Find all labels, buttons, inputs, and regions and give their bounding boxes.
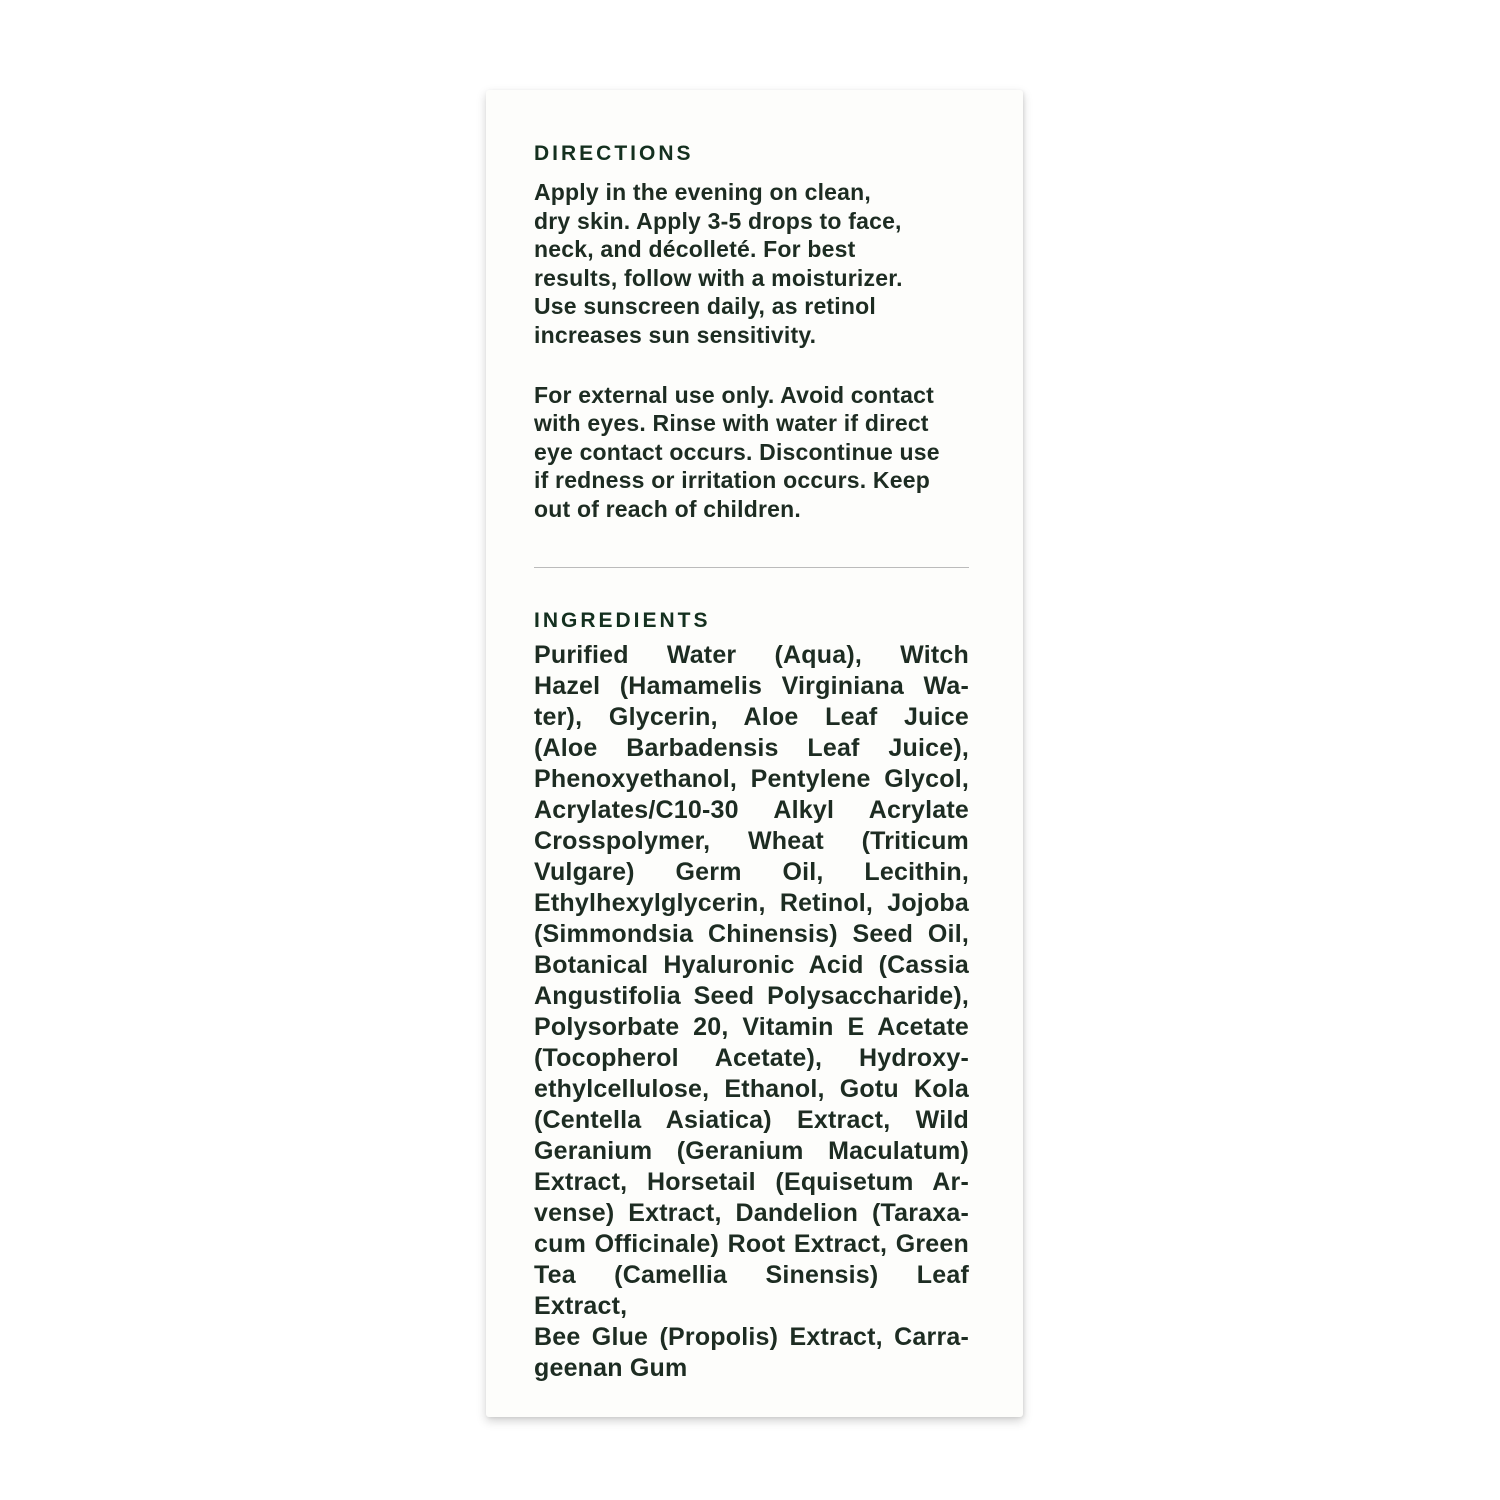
ingredients-heading: INGREDIENTS [534, 608, 711, 632]
section-divider [534, 567, 969, 568]
directions-warning-line: out of reach of children. [534, 495, 801, 522]
ingredients-line: Polysorbate 20, Vitamin E Acetate [534, 1012, 969, 1041]
ingredients-line: Bee Glue (Propolis) Extract, Carra- [534, 1322, 969, 1351]
directions-usage-line: results, follow with a moisturizer. [534, 264, 903, 291]
ingredients-line: Phenoxyethanol, Pentylene Glycol, [534, 764, 969, 793]
ingredients-line: Vulgare) Germ Oil, Lecithin, [534, 857, 969, 886]
ingredients-line: cum Officinale) Root Extract, Green [534, 1229, 969, 1258]
directions-usage-paragraph [534, 178, 969, 350]
directions-usage-line: Use sunscreen daily, as retinol [534, 293, 876, 320]
ingredients-paragraph [534, 640, 969, 1384]
ingredients-line: Ethylhexylglycerin, Retinol, Jojoba [534, 888, 969, 917]
directions-usage-line: increases sun sensitivity. [534, 321, 817, 348]
ingredients-line: ter), Glycerin, Aloe Leaf Juice [534, 702, 969, 731]
ingredients-line: (Tocopherol Acetate), Hydroxy- [534, 1043, 969, 1072]
directions-heading: DIRECTIONS [534, 142, 694, 165]
ingredients-line: Acrylates/C10-30 Alkyl Acrylate [534, 795, 969, 824]
ingredients-line: vense) Extract, Dandelion (Taraxa- [534, 1198, 969, 1227]
directions-warning-paragraph [534, 381, 969, 524]
directions-warning-line: For external use only. Avoid contact [534, 381, 934, 408]
directions-usage-line: Apply in the evening on clean, [534, 179, 871, 205]
ingredients-line: Geranium (Geranium Maculatum) [534, 1136, 969, 1165]
directions-usage-line: dry skin. Apply 3-5 drops to face, [534, 207, 902, 234]
ingredients-line: (Aloe Barbadensis Leaf Juice), [534, 733, 969, 762]
ingredients-line: (Centella Asiatica) Extract, Wild [534, 1105, 969, 1134]
directions-warning-line: with eyes. Rinse with water if direct [534, 410, 929, 437]
ingredients-line: Crosspolymer, Wheat (Triticum [534, 826, 969, 855]
ingredients-line: Botanical Hyaluronic Acid (Cassia [534, 950, 969, 979]
product-info-panel [486, 90, 1023, 1417]
ingredients-line: ethylcellulose, Ethanol, Gotu Kola [534, 1074, 969, 1103]
directions-usage-line: neck, and décolleté. For best [534, 236, 856, 263]
directions-warning-line: eye contact occurs. Discontinue use [534, 438, 940, 465]
ingredients-line: (Simmondsia Chinensis) Seed Oil, [534, 919, 969, 948]
ingredients-line: Extract, Horsetail (Equisetum Ar- [534, 1167, 969, 1196]
ingredients-line: Purified Water (Aqua), Witch [534, 640, 969, 669]
ingredients-line: Hazel (Hamamelis Virginiana Wa- [534, 671, 969, 700]
ingredients-line: Angustifolia Seed Polysaccharide), [534, 981, 969, 1010]
directions-warning-line: if redness or irritation occurs. Keep [534, 467, 930, 494]
ingredients-line: geenan Gum [534, 1353, 688, 1382]
ingredients-line: Tea (Camellia Sinensis) Leaf Extract, [534, 1260, 969, 1320]
